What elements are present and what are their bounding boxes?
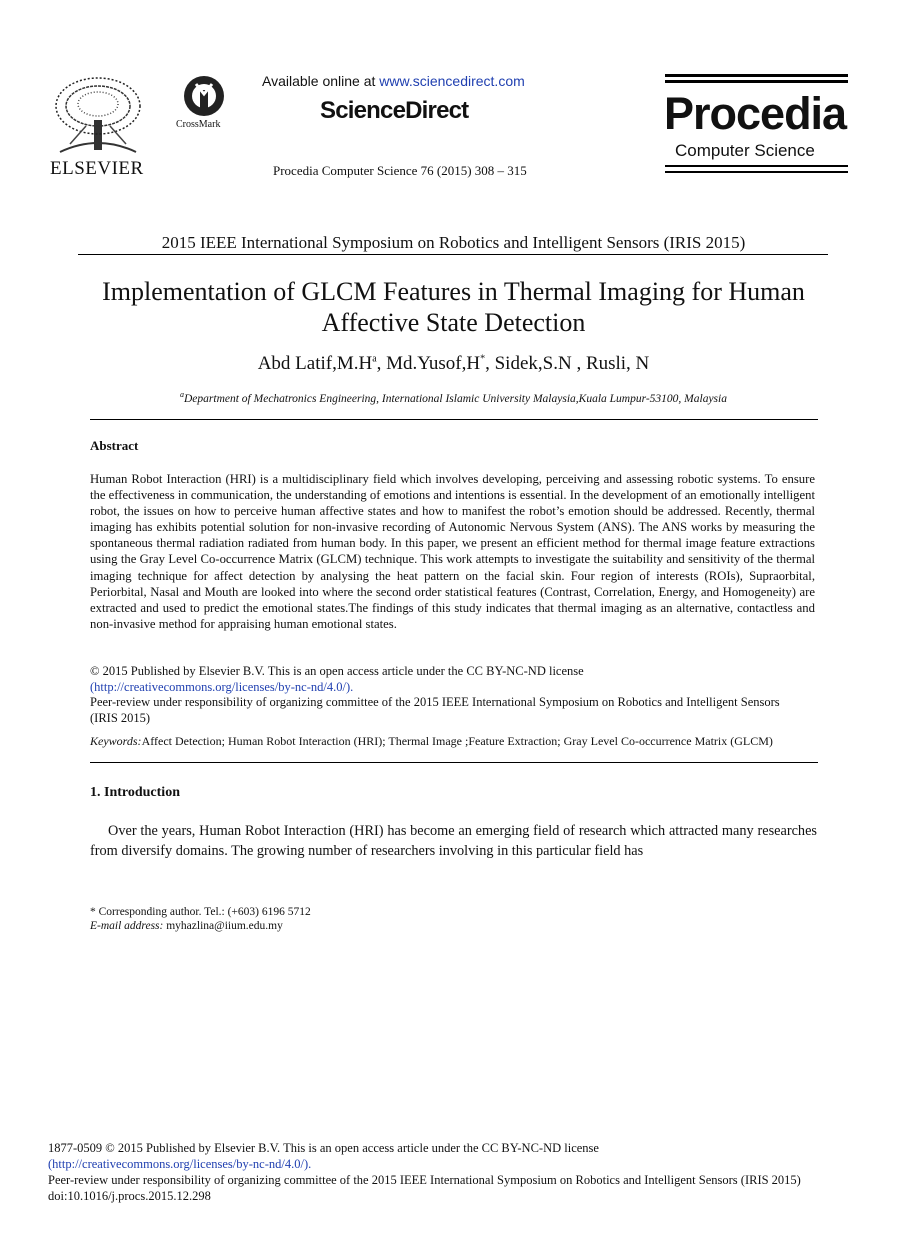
author-4-name: Rusli, N	[585, 353, 650, 374]
footer-license-url[interactable]: (http://creativecommons.org/licenses/by-nc-nd/4.0/).	[48, 1157, 312, 1171]
procedia-top-rule-1	[665, 74, 848, 77]
available-online	[262, 73, 525, 89]
procedia-subtitle: Computer Science	[675, 141, 815, 160]
license-line: © 2015 Published by Elsevier B.V. This is an open access article under the CC BY-NC-ND license	[90, 664, 584, 678]
paper-title	[0, 276, 907, 338]
author-1-sup: a	[372, 353, 377, 365]
paper-title-line-2: Affective State Detection	[321, 308, 586, 337]
author-2-sup: *	[480, 353, 486, 365]
abstract-heading: Abstract	[90, 438, 139, 453]
sciencedirect-link[interactable]: www.sciencedirect.com	[379, 73, 525, 89]
author-list: Abd $Latif,M.H^a$, Md.Yusof,H*, Sidek,S.N , Rusli, N	[257, 353, 650, 374]
page-footer	[48, 1140, 868, 1204]
procedia-bottom-rule-2	[665, 171, 848, 173]
introduction-heading: 1. Introduction	[90, 785, 180, 800]
footer-license: 1877-0509 © 2015 Published by Elsevier B.V. This is an open access article under the CC BY-NC-ND license	[48, 1141, 599, 1155]
license-peer-review: Peer-review under responsibility of organizing committee of the 2015 IEEE International Symposium on Robotics and Intelligent Sensors (IRIS 2015)	[90, 695, 780, 725]
crossmark-label: CrossMark	[176, 119, 221, 130]
elsevier-logo	[50, 74, 146, 178]
footer-doi: doi:10.1016/j.procs.2015.12.298	[48, 1189, 211, 1203]
paper-title-line-1: Implementation of GLCM Features in Thermal Imaging for Human	[102, 277, 805, 306]
conference-rule	[78, 254, 828, 255]
procedia-brand: Procedia	[664, 88, 847, 139]
email-address: myhazlina@iium.edu.my	[166, 920, 283, 932]
introduction-body: Over the years, Human Robot Interaction (HRI) has become an emerging field of research which attracted many researches from diversify domains. The growing number of researchers involving in this particular field has	[90, 823, 817, 859]
license-url-link[interactable]: (http://creativecommons.org/licenses/by-nc-nd/4.0/).	[90, 679, 354, 694]
footer-peer-review: Peer-review under responsibility of organizing committee of the 2015 IEEE International Symposium on Robotics and Intelligent Sensors (IRIS 2015)	[48, 1173, 801, 1187]
procedia-top-rule-2	[665, 80, 848, 83]
abstract-body: Human Robot Interaction (HRI) is a multidisciplinary field which involves developing, perceiving and assessing robotic systems. To ensure the effectiveness in communication, the understanding of emotions and intentions is essential. In the development of an emotionally intelligent robot, the issues on how to perceive human affective states and how to manifest the robot’s emotion should be addressed. Recently, thermal imaging has exhibits potential solution for non-invasive recording of Autonomic Nervous System (ANS). The ANS works by measuring the spontaneous thermal radiation radiated from human body. In this paper, we present an efficient method for thermal image feature extractions using the Gray Level Co-occurrence Matrix (GLCM) technique. This work attempts to investigate the suitability and sensitivity of the thermal imaging technique for affect detection by analysing the heat pattern on the facial skin. Four region of interests (ROIs), Supraorbital, Periorbital, Nasal and Mouth are looked into where the second order statistical features (Contrast, Correlation, Energy, and Homogeneity) are extracted and used to predict the emotional states.The findings of this study indicates that thermal imaging as an alternative, contactless and non-invasive method for appraising human emotional states.	[90, 472, 815, 631]
keywords-text: Affect Detection; Human Robot Interaction (HRI); Thermal Image ;Feature Extraction; Gray Level Co-occurrence Matrix (GLCM)	[141, 734, 773, 748]
affiliation	[0, 390, 907, 405]
conference-line: 2015 IEEE International Symposium on Robotics and Intelligent Sensors (IRIS 2015)	[161, 233, 746, 252]
crossmark-icon	[174, 74, 234, 118]
email-label: E-mail address:	[90, 920, 164, 932]
affiliation-text: Department of Mechatronics Engineering, International Islamic University Malaysia,Kuala Lumpur-53100, Malaysia	[184, 392, 727, 405]
keywords	[90, 734, 815, 749]
author-2-name: Md.Yusof,H	[386, 353, 481, 374]
available-online-prefix: Available online at	[262, 73, 376, 89]
corresponding-footnote	[90, 905, 311, 933]
elsevier-wordmark: ELSEVIER	[50, 158, 144, 179]
author-3-name: Sidek,S.N	[494, 353, 572, 374]
journal-citation: Procedia Computer Science 76 (2015) 308 – 315	[273, 163, 527, 178]
corresponding-author: * Corresponding author. Tel.: (+603) 6196 5712	[90, 906, 311, 918]
affiliation-sup: a	[180, 390, 184, 399]
abstract-top-rule	[90, 419, 818, 420]
keywords-label: Keywords:	[90, 734, 142, 748]
elsevier-tree-icon	[50, 74, 146, 158]
crossmark-logo[interactable]	[174, 74, 234, 134]
abstract-bottom-rule	[90, 762, 818, 763]
procedia-bottom-rule-1	[665, 165, 848, 167]
sciencedirect-brand: ScienceDirect	[320, 97, 469, 124]
license-block	[90, 664, 815, 726]
author-1-name: Abd Latif,M.H	[257, 353, 373, 374]
